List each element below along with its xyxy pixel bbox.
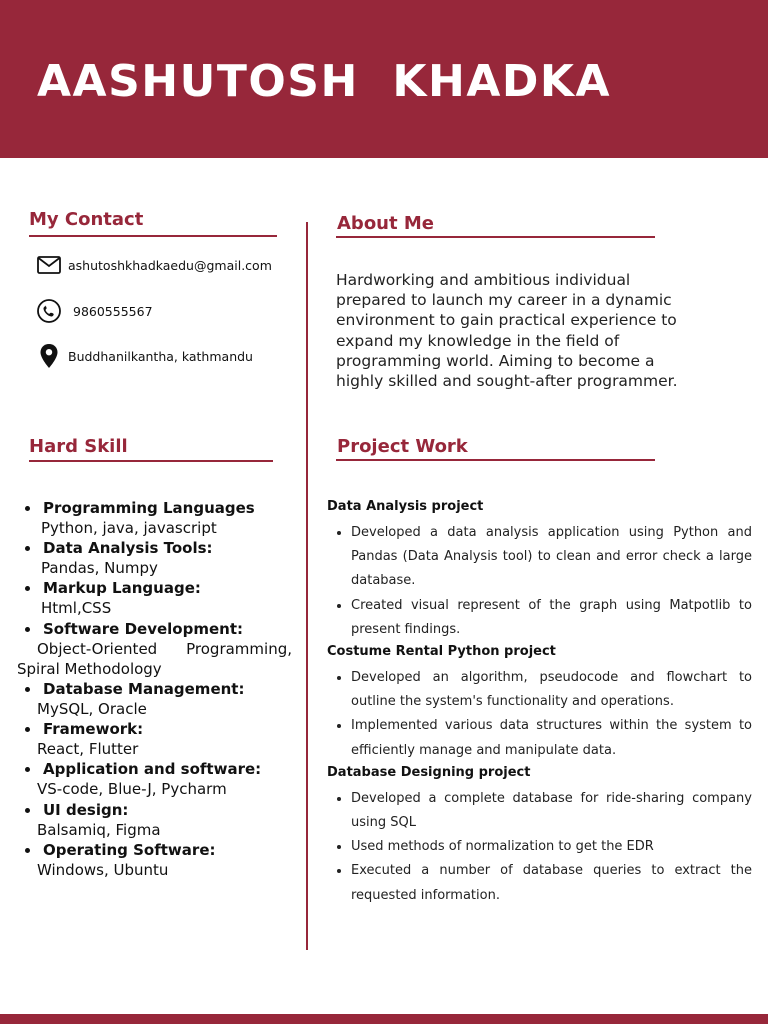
bullet-dot [337, 845, 341, 849]
contact-title-rule [29, 235, 277, 237]
bullet-dot [25, 808, 30, 813]
about-section-title: About Me [337, 213, 434, 234]
contact-address-text: Buddhanilkantha, kathmandu [68, 348, 253, 364]
list-item: Used methods of normalization to get the EDR [327, 835, 752, 859]
contact-phone [34, 298, 153, 324]
skills-section-title: Hard Skill [29, 436, 128, 457]
skill-detail: Html,CSS [41, 599, 112, 618]
resume-name: AASHUTOSH KHADKA [37, 56, 612, 107]
skill-heading: Database Management: [17, 679, 292, 699]
skill-heading: Application and software: [17, 759, 292, 779]
about-title-rule [336, 236, 655, 238]
contact-phone-text: 9860555567 [73, 303, 153, 319]
bullet-dot [337, 797, 341, 801]
skills-list [17, 498, 292, 880]
contact-address [34, 343, 253, 369]
location-pin-icon [34, 343, 64, 369]
list-item: Developed an algorithm, pseudocode and flowchart to outline the system's functionality and operations. [327, 666, 752, 714]
mail-icon [34, 252, 64, 278]
skill-heading: UI design: [17, 800, 292, 820]
projects-list [327, 497, 752, 908]
skill-heading: Software Development: [17, 619, 292, 639]
contact-section-title: My Contact [29, 209, 144, 230]
project-title: Costume Rental Python project [327, 644, 556, 660]
skill-detail: MySQL, Oracle [37, 700, 147, 719]
project-bullets [327, 666, 752, 763]
list-item: Implemented various data structures within the system to efficiently manage and manipulate data. [327, 714, 752, 762]
project-title: Data Analysis project [327, 499, 484, 514]
bullet-dot [25, 586, 30, 591]
column-divider [306, 222, 308, 950]
bullet-dot [25, 546, 30, 551]
skill-heading: Operating Software: [17, 840, 292, 860]
about-text: Hardworking and ambitious individual prepared to launch my career in a dynamic environment to gain practical experience to expand my knowledge in the field of programming world. Aiming to become a highly skilled and sought-after programmer. [336, 271, 678, 391]
skill-detail: Windows, Ubuntu [37, 860, 169, 879]
bullet-dot [25, 627, 30, 632]
project-bullets [327, 521, 752, 642]
bullet-dot [25, 767, 30, 772]
skill-detail: Python, java, javascript [41, 519, 217, 537]
skill-heading: Framework: [17, 719, 292, 739]
skill-heading: Data Analysis Tools: [17, 538, 292, 558]
projects-section-title: Project Work [337, 436, 468, 457]
bullet-dot [25, 506, 30, 511]
phone-icon [34, 298, 64, 324]
skill-detail: React, Flutter [37, 740, 139, 759]
list-item: Developed a data analysis application using Python and Pandas (Data Analysis tool) to clean and error check a large database. [327, 521, 752, 594]
skills-title-rule [29, 460, 273, 462]
footer-bar [0, 1014, 768, 1024]
bullet-dot [337, 604, 341, 608]
list-item: Executed a number of database queries to extract the requested information. [327, 859, 752, 907]
skill-heading: Programming Languages [17, 498, 292, 518]
projects-title-rule [336, 459, 655, 461]
skill-heading: Markup Language: [17, 578, 292, 598]
list-item: Developed a complete database for ride-sharing company using SQL [327, 787, 752, 835]
bullet-dot [337, 724, 341, 728]
bullet-dot [25, 687, 30, 692]
bullet-dot [337, 869, 341, 873]
contact-email [34, 252, 272, 278]
bullet-dot [337, 676, 341, 680]
header-banner [0, 0, 768, 158]
skill-detail: Pandas, Numpy [41, 559, 158, 578]
bullet-dot [337, 531, 341, 535]
skill-detail: Object-Oriented Programming, Spiral Methodology [17, 639, 292, 678]
list-item: Created visual represent of the graph using Matpotlib to present findings. [327, 594, 752, 642]
bullet-dot [25, 727, 30, 732]
project-bullets [327, 787, 752, 908]
skill-detail: VS-code, Blue-J, Pycharm [37, 780, 227, 799]
skill-detail: Balsamiq, Figma [37, 820, 161, 839]
contact-email-text: ashutoshkhadkaedu@gmail.com [68, 257, 272, 273]
project-title: Database Designing project [327, 764, 531, 780]
bullet-dot [25, 848, 30, 853]
